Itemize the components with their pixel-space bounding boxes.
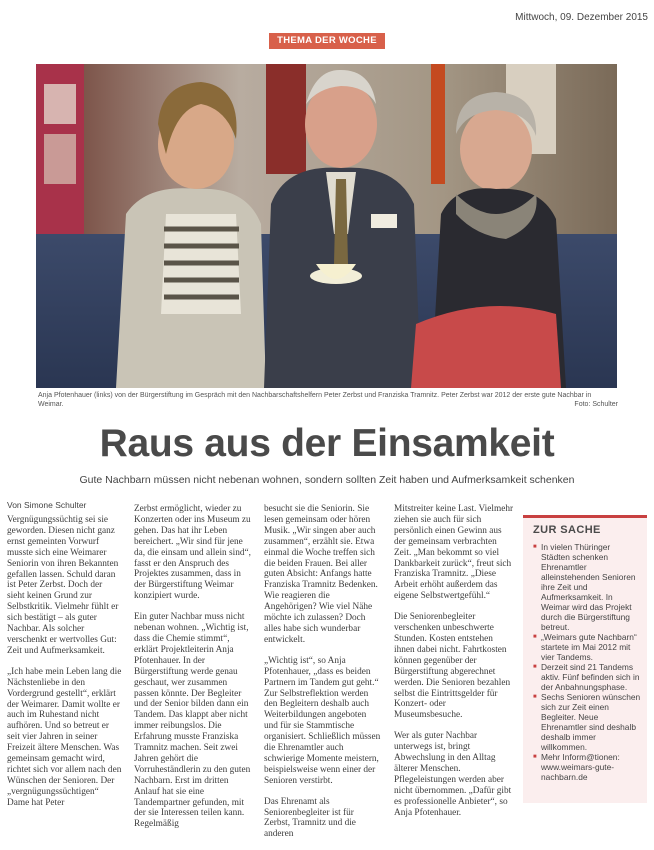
article-photo	[36, 64, 617, 388]
date-line: Mittwoch, 09. Dezember 2015	[515, 12, 648, 23]
photo-illustration	[36, 64, 617, 388]
sidebar-zur-sache	[523, 515, 647, 803]
list-item: ■ „Weimars gute Nachbarn“ startete im Mai 2012 mit vier Tandems.	[533, 632, 641, 662]
sidebar-title: ZUR SACHE	[533, 524, 601, 536]
paragraph: besucht sie die Seniorin. Sie lesen gemeinsam oder hören Musik. „Wir singen aber auch zusammen“, erzählt sie. Etwa einmal die Woche treffen sich die beiden Frauen. Bei aller guten Absicht: Anfangs hatte Franziska Tramnitz Bedenken. Wie reagieren die Angehörigen? Wie viel Nähe möchte ich zulassen? Doch alles habe sich wunderbar entwickelt.	[264, 504, 378, 645]
paragraph: Die Seniorenbegleiter verschenken unbeschwerte Stunden. Kosten entstehen ihnen dabei nicht. Fahrtkosten können gegenüber der Bürgerstiftung abgerechnet werden. Die Senioren bezahlen selbst die Eintrittsgelder für Konzert- oder Museumsbesuche.	[394, 612, 511, 721]
byline: Von Simone Schulter	[7, 500, 87, 510]
list-item: ■ Sechs Senioren wünschen sich zur Zeit einen Begleiter. Neue Ehrenamtler sind deshalb deshalb immer willkommen.	[533, 692, 641, 752]
article-column-2	[134, 504, 252, 840]
photo-caption	[38, 391, 618, 410]
list-item: ■ Derzeit sind 21 Tandems aktiv. Fünf befinden sich in der Anbahnungsphase.	[533, 662, 641, 692]
sidebar-list	[523, 542, 647, 782]
paragraph: „Ich habe mein Leben lang die Nächstenliebe in den Vordergrund gestellt“, erklärt der Weimarer. Damit wollte er auch im Ruhestand nicht aufhören. Und so betreut er seit vier Jahren in seiner Freizeit ältere Menschen. Was gemeinsam gemacht wird, richtet sich vor allem nach den Wünschen der Senioren. Der „vergnügungssüchtigen“ Dame hat Peter	[7, 666, 122, 808]
article-column-3	[264, 504, 382, 850]
paragraph: „Wichtig ist“, so Anja Pfotenhauer, „dass es beiden Partnern im Tandem gut geht.“ Zur Selbstreflektion werden den Begleitern deshalb auch Weiterbildungen angeboten und für sie Stammtische organisiert. Schließlich müssen die Ehrenamtler auch schwierige Momente meistern, beispielsweise wenn einer der Senioren verstirbt.	[264, 655, 381, 786]
article-column-4	[394, 504, 514, 828]
list-item: ■ Mehr Inform@tionen: www.weimars-gute-nachbarn.de	[533, 752, 641, 782]
paragraph: Zerbst ermöglicht, wieder zu Konzerten oder ins Museum zu gehen. Das hat ihr Leben bereichert. „Wir sind für jene da, die einsam und allein sind“, fasst er den Anspruch des Projektes zusammen, dass in der Bürgerstiftung Weimar konzipiert wurde.	[134, 504, 251, 602]
paragraph: Wer als guter Nachbar unterwegs ist, bringt Abwechslung in den Alltag älterer Menschen. Pflegeleistungen werden aber nicht übernommen. „Dafür gibt es professionelle Anbieter“, so Anja Pfotenhauer.	[394, 731, 512, 818]
paragraph: Vergnügungssüchtig sei sie geworden. Diesen nicht ganz ernst gemeinten Vorwurf musste sich eine Weimarer Seniorin von ihren Bekannten gefallen lassen. Schuld daran ist Peter Zerbst. Doch der sieht keinen Grund zur Selbstkritik. Vielmehr fühlt er sich bestätigt – als guter Nachbar. Als solcher verschenkt er wertvolles Gut: Zeit und Aufmerksamkeit.	[7, 515, 119, 656]
headline: Raus aus der Einsamkeit	[99, 422, 555, 465]
caption-text: Anja Pfotenhauer (links) von der Bürgerstiftung im Gespräch mit den Nachbarschaftshelfern Peter Zerbst und Franziska Tramnitz. Peter Zerbst war 2012 der erste gute Nachbar in Weimar.	[38, 392, 592, 409]
paragraph: Ein guter Nachbar muss nicht nebenan wohnen. „Wichtig ist, dass die Chemie stimmt“, erklärt Projektleiterin Anja Pfotenhauer. In der Bürgerstiftung werde genau geschaut, wer zusammen passen könnte. Der Begleiter und der Senior bilden dann ein Tandem. Das klappt aber nicht immer reibungslos. Die Erfahrung musste Franziska Tramnitz machen. Seit zwei Jahren gehört die Vorruheständlerin zu den guten Nachbarn. Erst im dritten Anlauf hat sie eine Tandempartner gefunden, mit der sie Interessen teilen kann. Regelmäßig	[134, 612, 251, 830]
paragraph: Mitstreiter keine Last. Vielmehr ziehen sie auch für sich persönlich einen Gewinn aus der gemeinsam verbrachten Zeit. „Man bekommt so viel Dankbarkeit zurück“, freut sich Franziska Tramnitz. „Diese Arbeit erhöht außerdem das eigene Selbstwertgefühl.“	[394, 504, 514, 602]
section-kicker: THEMA DER WOCHE	[269, 33, 385, 49]
subheadline: Gute Nachbarn müssen nicht nebenan wohnen, sondern sollten Zeit haben und Aufmerksamkeit schenken	[79, 474, 575, 486]
article-column-1	[7, 515, 122, 819]
list-item: ■ In vielen Thüringer Städten schenken Ehrenamtler alleinstehenden Senioren ihre Zeit und Aufmerksamkeit. In Weimar wird das Projekt durch die Bürgerstiftung betreut.	[533, 542, 641, 632]
photo-credit: Foto: Schulter	[574, 401, 618, 409]
paragraph: Das Ehrenamt als Seniorenbegleiter ist für Zerbst, Tramnitz und die anderen	[264, 796, 356, 840]
